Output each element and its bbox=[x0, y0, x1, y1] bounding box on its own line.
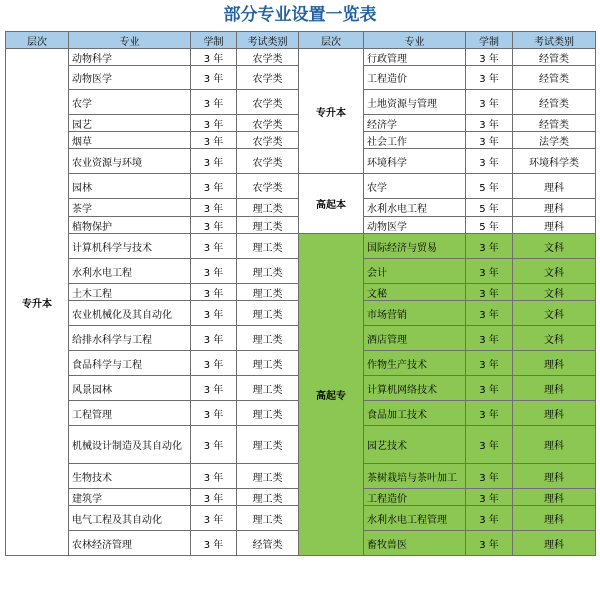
duration-cell-right: 3 年 bbox=[466, 426, 513, 464]
major-cell: 植物保护 bbox=[69, 217, 191, 234]
duration-cell-right: 5 年 bbox=[466, 199, 513, 217]
duration-cell-right: 3 年 bbox=[466, 531, 513, 556]
category-cell-right: 文科 bbox=[513, 301, 596, 326]
category-cell-right: 理科 bbox=[513, 506, 596, 531]
category-cell: 理工类 bbox=[237, 284, 299, 301]
duration-cell: 3 年 bbox=[191, 401, 237, 426]
duration-cell-right: 3 年 bbox=[466, 234, 513, 259]
major-cell: 计算机科学与技术 bbox=[69, 234, 191, 259]
category-cell-right: 文科 bbox=[513, 259, 596, 284]
major-cell: 园艺 bbox=[69, 115, 191, 132]
duration-cell: 3 年 bbox=[191, 132, 237, 149]
category-cell-right: 理科 bbox=[513, 426, 596, 464]
category-cell-right: 法学类 bbox=[513, 132, 596, 149]
major-cell-right: 社会工作 bbox=[364, 132, 466, 149]
major-cell-right: 经济学 bbox=[364, 115, 466, 132]
category-cell: 理工类 bbox=[237, 401, 299, 426]
category-cell: 农学类 bbox=[237, 132, 299, 149]
major-cell-right: 会计 bbox=[364, 259, 466, 284]
category-cell-right: 文科 bbox=[513, 326, 596, 351]
category-cell: 理工类 bbox=[237, 376, 299, 401]
major-cell: 烟草 bbox=[69, 132, 191, 149]
duration-cell: 3 年 bbox=[191, 351, 237, 376]
category-cell: 理工类 bbox=[237, 301, 299, 326]
duration-cell: 3 年 bbox=[191, 234, 237, 259]
duration-cell: 3 年 bbox=[191, 115, 237, 132]
major-table bbox=[5, 31, 596, 556]
major-cell: 茶学 bbox=[69, 199, 191, 217]
duration-cell-right: 5 年 bbox=[466, 174, 513, 199]
major-cell: 风景园林 bbox=[69, 376, 191, 401]
duration-cell-right: 3 年 bbox=[466, 149, 513, 174]
duration-cell-right: 3 年 bbox=[466, 326, 513, 351]
duration-cell: 3 年 bbox=[191, 174, 237, 199]
major-cell: 水利水电工程 bbox=[69, 259, 191, 284]
category-cell-right: 环境科学类 bbox=[513, 149, 596, 174]
major-cell-right: 行政管理 bbox=[364, 49, 466, 66]
major-cell: 园林 bbox=[69, 174, 191, 199]
major-cell-right: 茶树栽培与茶叶加工 bbox=[364, 464, 466, 489]
duration-cell: 3 年 bbox=[191, 464, 237, 489]
category-cell: 农学类 bbox=[237, 66, 299, 90]
duration-cell-right: 3 年 bbox=[466, 301, 513, 326]
major-cell-right: 食品加工技术 bbox=[364, 401, 466, 426]
level-cell-right: 高起专 bbox=[299, 234, 364, 556]
duration-cell: 3 年 bbox=[191, 66, 237, 90]
category-cell: 农学类 bbox=[237, 174, 299, 199]
category-cell-right: 经管类 bbox=[513, 90, 596, 115]
category-cell-right: 文科 bbox=[513, 284, 596, 301]
major-cell: 食品科学与工程 bbox=[69, 351, 191, 376]
major-cell-right: 环境科学 bbox=[364, 149, 466, 174]
major-cell-right: 工程造价 bbox=[364, 489, 466, 506]
category-cell: 理工类 bbox=[237, 506, 299, 531]
major-cell-right: 畜牧兽医 bbox=[364, 531, 466, 556]
duration-cell-right: 3 年 bbox=[466, 132, 513, 149]
duration-cell: 3 年 bbox=[191, 149, 237, 174]
header-level-right: 层次 bbox=[299, 32, 364, 49]
level-cell-right: 高起本 bbox=[299, 174, 364, 234]
duration-cell: 3 年 bbox=[191, 259, 237, 284]
major-cell-right: 土地资源与管理 bbox=[364, 90, 466, 115]
level-cell-left: 专升本 bbox=[6, 49, 69, 556]
duration-cell-right: 5 年 bbox=[466, 217, 513, 234]
category-cell: 理工类 bbox=[237, 351, 299, 376]
major-cell-right: 市场营销 bbox=[364, 301, 466, 326]
category-cell-right: 理科 bbox=[513, 531, 596, 556]
header-duration-right: 学制 bbox=[466, 32, 513, 49]
major-cell: 建筑学 bbox=[69, 489, 191, 506]
header-category: 考试类别 bbox=[237, 32, 299, 49]
duration-cell-right: 3 年 bbox=[466, 90, 513, 115]
category-cell-right: 理科 bbox=[513, 174, 596, 199]
header-row bbox=[6, 32, 596, 49]
category-cell-right: 经管类 bbox=[513, 49, 596, 66]
level-cell-right: 专升本 bbox=[299, 49, 364, 174]
category-cell: 理工类 bbox=[237, 234, 299, 259]
category-cell-right: 经管类 bbox=[513, 115, 596, 132]
major-cell-right: 文秘 bbox=[364, 284, 466, 301]
category-cell: 理工类 bbox=[237, 326, 299, 351]
table-row bbox=[6, 174, 596, 199]
category-cell: 农学类 bbox=[237, 90, 299, 115]
major-cell: 土木工程 bbox=[69, 284, 191, 301]
duration-cell: 3 年 bbox=[191, 326, 237, 351]
major-cell-right: 国际经济与贸易 bbox=[364, 234, 466, 259]
major-cell-right: 园艺技术 bbox=[364, 426, 466, 464]
duration-cell-right: 3 年 bbox=[466, 259, 513, 284]
major-cell-right: 农学 bbox=[364, 174, 466, 199]
duration-cell: 3 年 bbox=[191, 284, 237, 301]
category-cell-right: 理科 bbox=[513, 351, 596, 376]
major-cell-right: 计算机网络技术 bbox=[364, 376, 466, 401]
table-row bbox=[6, 49, 596, 66]
major-cell-right: 水利水电工程 bbox=[364, 199, 466, 217]
category-cell-right: 理科 bbox=[513, 464, 596, 489]
category-cell: 理工类 bbox=[237, 259, 299, 284]
major-cell-right: 工程造价 bbox=[364, 66, 466, 90]
major-cell: 电气工程及其自动化 bbox=[69, 506, 191, 531]
duration-cell: 3 年 bbox=[191, 531, 237, 556]
duration-cell: 3 年 bbox=[191, 301, 237, 326]
duration-cell-right: 3 年 bbox=[466, 66, 513, 90]
major-cell: 生物技术 bbox=[69, 464, 191, 489]
major-cell-right: 作物生产技术 bbox=[364, 351, 466, 376]
table-row bbox=[6, 234, 596, 259]
major-cell: 机械设计制造及其自动化 bbox=[69, 426, 191, 464]
major-cell: 农学 bbox=[69, 90, 191, 115]
category-cell: 农学类 bbox=[237, 149, 299, 174]
category-cell-right: 理科 bbox=[513, 489, 596, 506]
duration-cell-right: 3 年 bbox=[466, 376, 513, 401]
category-cell-right: 理科 bbox=[513, 199, 596, 217]
major-cell: 农业机械化及其自动化 bbox=[69, 301, 191, 326]
duration-cell: 3 年 bbox=[191, 217, 237, 234]
category-cell-right: 经管类 bbox=[513, 66, 596, 90]
category-cell: 理工类 bbox=[237, 489, 299, 506]
header-major: 专业 bbox=[69, 32, 191, 49]
category-cell: 理工类 bbox=[237, 426, 299, 464]
page-title: 部分专业设置一览表 bbox=[223, 5, 377, 25]
major-cell: 给排水科学与工程 bbox=[69, 326, 191, 351]
category-cell: 理工类 bbox=[237, 464, 299, 489]
table-body bbox=[6, 49, 596, 556]
header-level: 层次 bbox=[6, 32, 69, 49]
major-cell-right: 动物医学 bbox=[364, 217, 466, 234]
duration-cell: 3 年 bbox=[191, 376, 237, 401]
category-cell: 农学类 bbox=[237, 49, 299, 66]
duration-cell-right: 3 年 bbox=[466, 506, 513, 531]
duration-cell: 3 年 bbox=[191, 90, 237, 115]
major-cell: 工程管理 bbox=[69, 401, 191, 426]
header-duration: 学制 bbox=[191, 32, 237, 49]
major-cell: 农林经济管理 bbox=[69, 531, 191, 556]
category-cell: 经管类 bbox=[237, 531, 299, 556]
header-category-right: 考试类别 bbox=[513, 32, 596, 49]
category-cell: 农学类 bbox=[237, 115, 299, 132]
duration-cell-right: 3 年 bbox=[466, 489, 513, 506]
duration-cell-right: 3 年 bbox=[466, 49, 513, 66]
duration-cell-right: 3 年 bbox=[466, 351, 513, 376]
category-cell-right: 理科 bbox=[513, 401, 596, 426]
duration-cell: 3 年 bbox=[191, 426, 237, 464]
duration-cell: 3 年 bbox=[191, 199, 237, 217]
duration-cell-right: 3 年 bbox=[466, 401, 513, 426]
duration-cell-right: 3 年 bbox=[466, 464, 513, 489]
category-cell: 理工类 bbox=[237, 217, 299, 234]
header-major-right: 专业 bbox=[364, 32, 466, 49]
category-cell-right: 理科 bbox=[513, 217, 596, 234]
duration-cell: 3 年 bbox=[191, 506, 237, 531]
major-cell-right: 酒店管理 bbox=[364, 326, 466, 351]
major-cell-right: 水利水电工程管理 bbox=[364, 506, 466, 531]
category-cell: 理工类 bbox=[237, 199, 299, 217]
major-cell: 动物科学 bbox=[69, 49, 191, 66]
duration-cell: 3 年 bbox=[191, 49, 237, 66]
duration-cell: 3 年 bbox=[191, 489, 237, 506]
major-cell: 动物医学 bbox=[69, 66, 191, 90]
category-cell-right: 理科 bbox=[513, 376, 596, 401]
major-cell: 农业资源与环境 bbox=[69, 149, 191, 174]
duration-cell-right: 3 年 bbox=[466, 284, 513, 301]
category-cell-right: 文科 bbox=[513, 234, 596, 259]
duration-cell-right: 3 年 bbox=[466, 115, 513, 132]
